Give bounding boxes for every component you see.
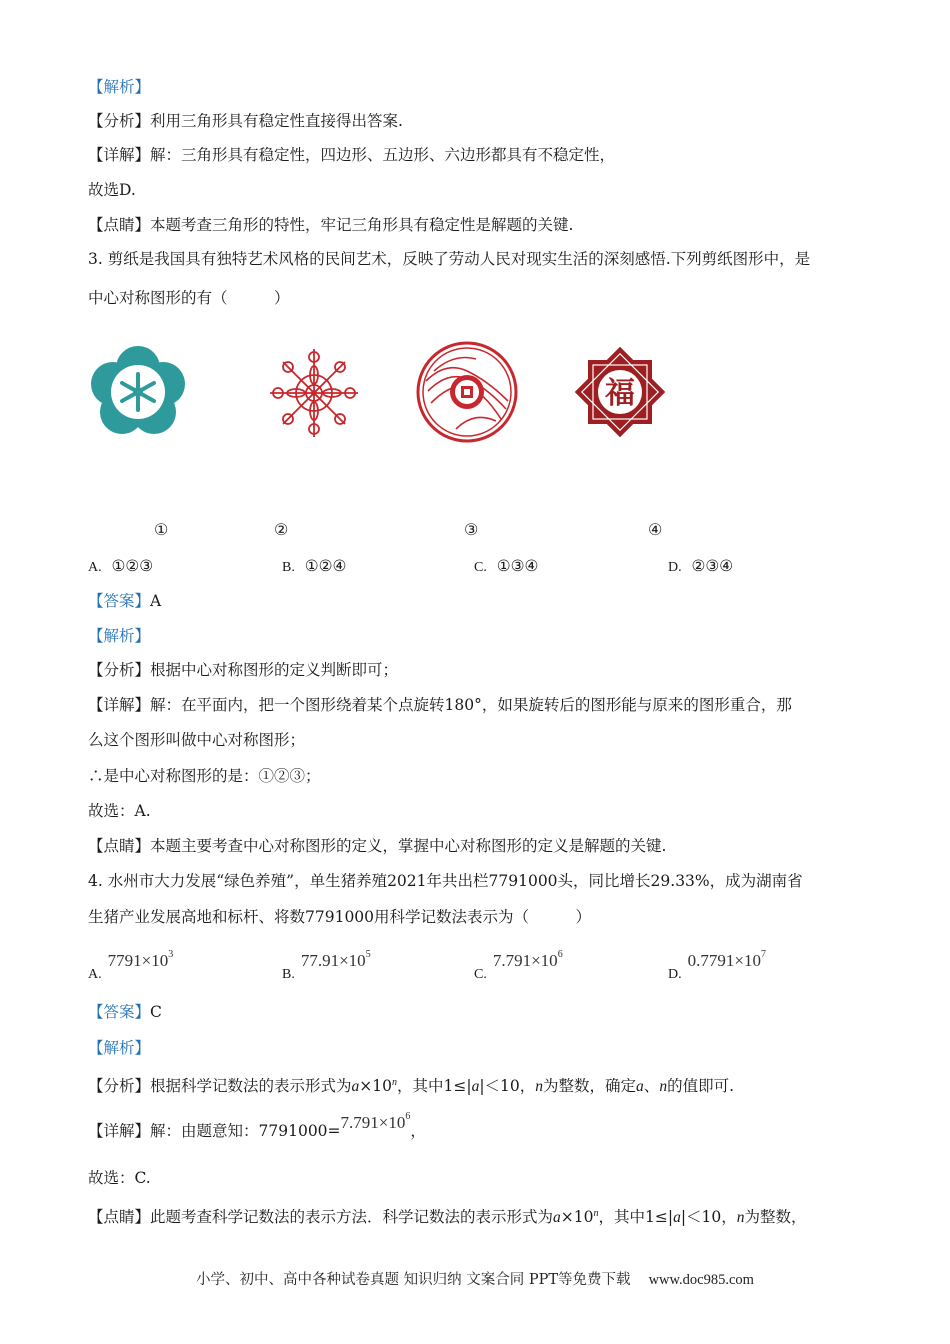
q4-comment: 【点睛】此题考查科学记数法的表示方法．科学记数法的表示形式为$a\times 10^n$，其中1≤|a|＜10，n为整数， bbox=[88, 1208, 807, 1227]
choose-line: 故选D. bbox=[88, 181, 136, 199]
fu-character: 福 bbox=[605, 376, 635, 411]
analysis-line: 【分析】利用三角形具有稳定性直接得出答案. bbox=[88, 112, 403, 130]
figure-label-4: ④ bbox=[648, 520, 663, 539]
q4-analysis-heading: 【解析】 bbox=[88, 1039, 151, 1057]
question-3-stem-cont: 中心对称图形的有（ ） bbox=[88, 289, 290, 307]
figure-label-3: ③ bbox=[464, 520, 479, 539]
q3-option-b: B. ①②④ bbox=[282, 557, 347, 575]
comment-line: 【点睛】本题考查三角形的特性，牢记三角形具有稳定性是解题的关键. bbox=[88, 216, 574, 234]
q3-answer: 【答案】A bbox=[88, 592, 162, 610]
snowflake-paper-cut-figure bbox=[266, 345, 362, 441]
plum-blossom-figure bbox=[88, 344, 188, 436]
round-paper-cut-figure bbox=[416, 341, 518, 443]
figure-label-1: ① bbox=[154, 520, 169, 539]
q4-option-c: $C.7.791\times 10^6$ bbox=[474, 949, 563, 982]
q3-comment: 【点睛】本题主要考查中心对称图形的定义，掌握中心对称图形的定义是解题的关键. bbox=[88, 837, 667, 855]
q4-detail: 【详解】解：由题意知：$7791000=7.791\times 10^6$， bbox=[88, 1111, 426, 1140]
question-4-stem-cont: 生猪产业发展高地和标杆、将数7791000用科学记数法表示为（ ） bbox=[88, 908, 592, 926]
question-3-stem: 3. 剪纸是我国具有独特艺术风格的民间艺术，反映了劳动人民对现实生活的深刻感悟.下列剪纸图形中，是 bbox=[88, 250, 811, 268]
q3-option-d: D. ②③④ bbox=[668, 557, 734, 575]
q4-option-d: $D.0.7791\times 10^7$ bbox=[668, 949, 766, 982]
fu-character-paper-cut-figure bbox=[572, 344, 668, 440]
q4-choose: 故选：C. bbox=[88, 1169, 151, 1187]
q4-option-a: $A.7791\times 10^3$ bbox=[88, 949, 174, 982]
figure-label-2: ② bbox=[274, 520, 289, 539]
q3-analysis-heading: 【解析】 bbox=[88, 627, 151, 645]
q3-choose: 故选：A. bbox=[88, 802, 151, 820]
q3-therefore: ∴是中心对称图形的是：①②③； bbox=[88, 767, 321, 785]
q4-option-b: $B.77.91\times 10^5$ bbox=[282, 949, 371, 982]
page-footer: 小学、初中、高中各种试卷真题 知识归纳 文案合同 PPT等免费下载 www.doc985.com bbox=[196, 1272, 754, 1288]
q3-detail: 【详解】解：在平面内，把一个图形绕着某个点旋转180°，如果旋转后的图形能与原来的图形重合，那 bbox=[88, 696, 792, 714]
question-4-stem: 4. 水州市大力发展“绿色养殖”，单生猪养殖2021年共出栏7791000头，同比增长29.33%，成为湖南省 bbox=[88, 872, 803, 890]
q3-detail-cont: 么这个图形叫做中心对称图形； bbox=[88, 731, 306, 749]
q4-answer: 【答案】C bbox=[88, 1003, 162, 1021]
q3-option-c: C. ①③④ bbox=[474, 557, 539, 575]
q3-analysis: 【分析】根据中心对称图形的定义判断即可； bbox=[88, 661, 399, 679]
footer-url[interactable]: www.doc985.com bbox=[648, 1272, 754, 1288]
q4-analysis: 【分析】根据科学记数法的表示形式为$a\times 10^n$，其中1≤|a|＜10，n为整数，确定a、n的值即可. bbox=[88, 1077, 734, 1096]
q3-option-a: A. ①②③ bbox=[88, 557, 154, 575]
analysis-heading: 【解析】 bbox=[88, 78, 151, 96]
detail-line: 【详解】解：三角形具有稳定性，四边形、五边形、六边形都具有不稳定性， bbox=[88, 146, 616, 164]
